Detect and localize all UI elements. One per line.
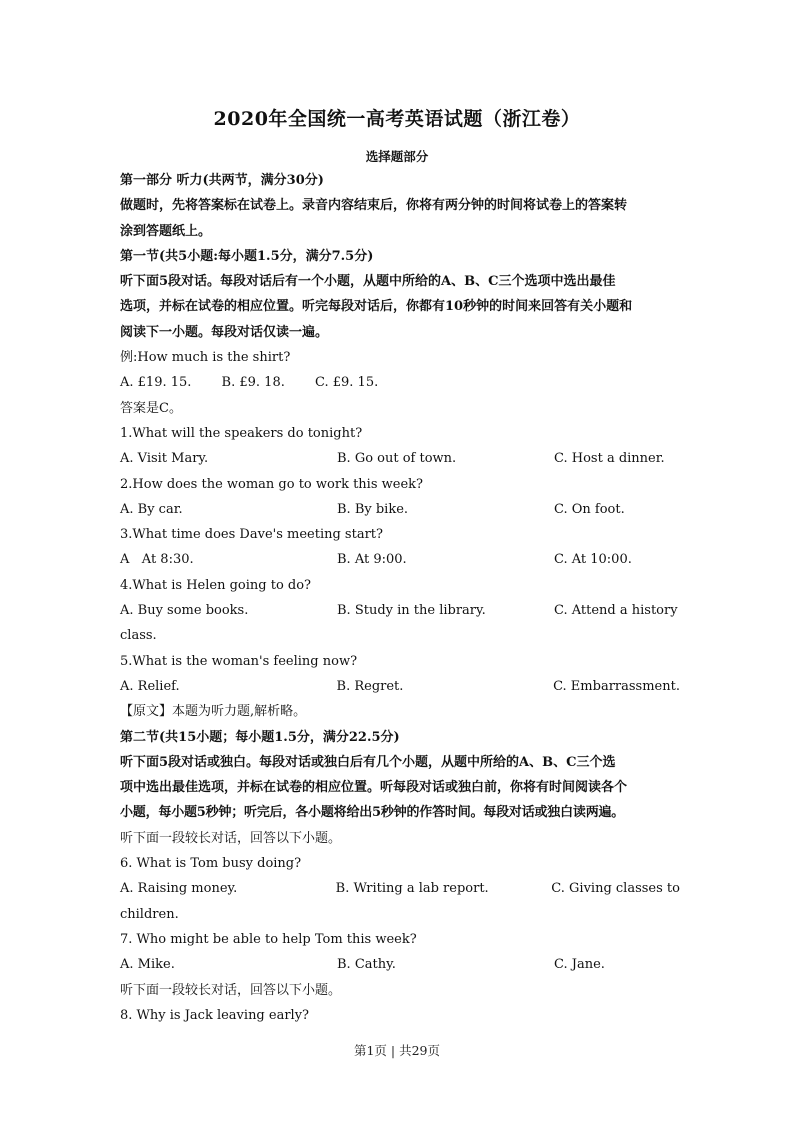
- option-b: B. Cathy.: [337, 957, 396, 973]
- option-c: C. Host a dinner.: [554, 451, 665, 467]
- option-a: A. Mike.: [120, 957, 175, 973]
- intro-line-2: 涂到答题纸上。: [120, 223, 212, 239]
- example-option-b: B. £9. 18.: [221, 375, 285, 391]
- option-c: C. On foot.: [554, 501, 625, 517]
- example-option-c: C. £9. 15.: [315, 375, 379, 391]
- question-7-options: [120, 952, 680, 977]
- page-title: 2020年全国统一高考英语试题（浙江卷）: [213, 108, 581, 130]
- section1-header: 第一节(共5小题:每小题1.5分，满分7.5分): [120, 248, 374, 264]
- option-b: B. At 9:00.: [337, 552, 407, 568]
- question-7: 7. Who might be able to help Tom this week?: [120, 931, 417, 947]
- question-3: 3.What time does Dave's meeting start?: [120, 527, 383, 543]
- example-answer: 答案是C。: [120, 400, 182, 416]
- option-b: B. Writing a lab report.: [335, 881, 489, 897]
- question-8: 8. Why is Jack leaving early?: [120, 1007, 310, 1023]
- section1-instruction-1: 听下面5段对话。每段对话后有一个小题，从题中所给的A、B、C三个选项中选出最佳: [120, 274, 616, 290]
- section2-instruction-2: 项中选出最佳选项，并标在试卷的相应位置。听每段对话或独白前，你将有时间阅读各个: [120, 780, 628, 796]
- question-4: 4.What is Helen going to do?: [120, 577, 312, 593]
- question-1: 1.What will the speakers do tonight?: [120, 425, 363, 441]
- question-5: 5.What is the woman's feeling now?: [120, 653, 358, 669]
- page-footer: 第1页 | 共29页: [353, 1043, 441, 1058]
- option-b: B. Study in the library.: [337, 603, 486, 619]
- question-2: 2.How does the woman go to work this week?: [120, 476, 423, 492]
- option-c: C. Jane.: [554, 957, 605, 973]
- option-c-continued: class.: [120, 628, 157, 644]
- question-2-options: [120, 497, 680, 522]
- option-c: C. Embarrassment.: [553, 678, 680, 694]
- listen-instruction: 听下面一段较长对话，回答以下小题。: [120, 830, 342, 846]
- option-c: C. At 10:00.: [554, 552, 632, 568]
- option-a: A. Visit Mary.: [120, 451, 209, 467]
- example-options: [120, 370, 680, 395]
- section2-instruction-1: 听下面5段对话或独白。每段对话或独白后有几个小题，从题中所给的A、B、C三个选: [120, 754, 616, 770]
- option-a: A. Raising money.: [120, 881, 238, 897]
- section2-instruction-3: 小题，每小题5秒钟；听完后，各小题将给出5秒钟的作答时间。每段对话或独白读两遍。: [120, 805, 625, 821]
- option-a: A. Buy some books.: [120, 603, 249, 619]
- intro-line-1: 做题时，先将答案标在试卷上。录音内容结束后，你将有两分钟的时间将试卷上的答案转: [120, 198, 628, 214]
- question-5-options: [120, 674, 680, 699]
- option-c: C. Giving classes to: [551, 881, 680, 897]
- section1-instruction-2: 选项，并标在试卷的相应位置。听完每段对话后，你都有10秒钟的时间来回答有关小题和: [120, 299, 633, 315]
- section1-instruction-3: 阅读下一小题。每段对话仅读一遍。: [120, 324, 329, 340]
- question-4-options: [120, 598, 680, 623]
- example-question: 例:How much is the shirt?: [120, 350, 291, 366]
- part1-header: 第一部分 听力(共两节，满分30分): [120, 173, 324, 188]
- section2-header: 第二节(共15小题；每小题1.5分，满分22.5分): [120, 729, 400, 745]
- listen-instruction: 听下面一段较长对话，回答以下小题。: [120, 982, 342, 998]
- option-b: B. Regret.: [336, 678, 404, 694]
- option-a: A. By car.: [120, 501, 183, 517]
- section-subtitle: 选择题部分: [365, 149, 429, 164]
- option-c-continued: children.: [120, 906, 179, 922]
- question-6: 6. What is Tom busy doing?: [120, 856, 302, 872]
- option-b: B. Go out of town.: [337, 451, 457, 467]
- option-a: A. Relief.: [120, 678, 180, 694]
- option-c: C. Attend a history: [554, 603, 678, 619]
- original-note: 【原文】本题为听力题,解析略。: [120, 704, 307, 720]
- option-b: B. By bike.: [337, 501, 409, 517]
- example-option-a: A. £19. 15.: [120, 375, 192, 391]
- question-3-options: [120, 547, 680, 572]
- question-6-options: [120, 876, 680, 901]
- question-1-options: [120, 446, 680, 471]
- document-body: [120, 168, 680, 1028]
- option-a: A At 8:30.: [120, 552, 194, 568]
